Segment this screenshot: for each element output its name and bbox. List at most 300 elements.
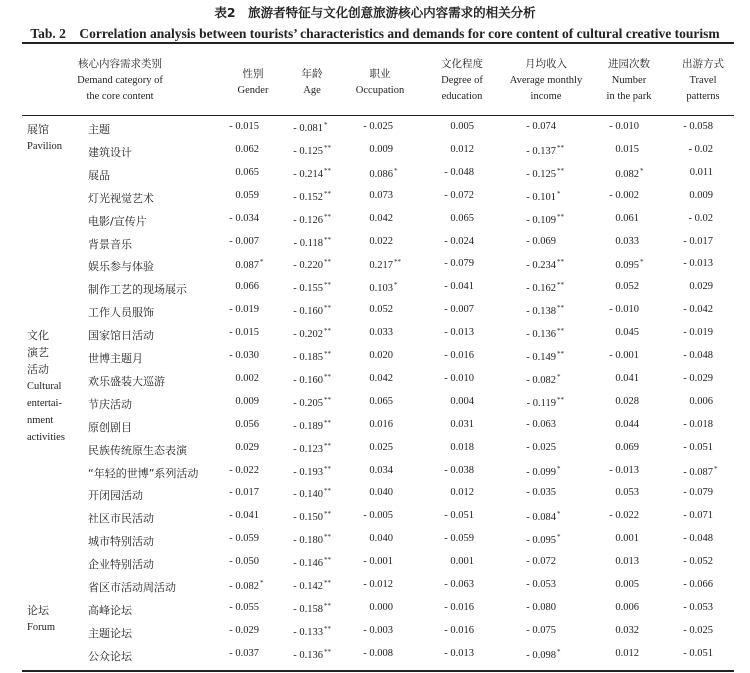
cell-value: - 0.140 — [293, 489, 323, 501]
table-cell — [293, 602, 334, 615]
cell-value: 0.025 — [369, 441, 393, 453]
cell-value: - 0.160 — [293, 374, 323, 386]
cell-value: 0.041 — [615, 372, 639, 384]
cell-value: 0.022 — [369, 235, 393, 247]
table-cell — [363, 121, 404, 132]
column-header-line: 出游方式 — [682, 58, 724, 70]
cell-value: - 0.109 — [526, 214, 556, 226]
cell-value: 0.002 — [235, 372, 259, 384]
cell-value: - 0.146 — [293, 558, 323, 570]
cell-value: - 0.013 — [683, 258, 713, 270]
cell-value: - 0.205 — [293, 397, 323, 409]
significance-mark: ** — [557, 395, 564, 404]
table-cell — [615, 327, 650, 338]
table-cell — [293, 144, 334, 157]
significance-mark: * — [557, 372, 561, 381]
table-cell — [450, 396, 485, 407]
significance-mark: ** — [324, 166, 331, 175]
cell-value: - 0.138 — [526, 306, 556, 318]
table-cell — [526, 602, 567, 613]
cell-value: - 0.098 — [526, 649, 556, 661]
cell-value: 0.000 — [369, 601, 393, 613]
cell-value: - 0.123 — [293, 443, 323, 455]
group-label-line: Cultural — [27, 381, 62, 393]
cell-value: - 0.015 — [229, 327, 259, 339]
cell-value: - 0.051 — [683, 441, 713, 453]
row-label: 主题论坛 — [88, 626, 132, 640]
cell-value: - 0.012 — [363, 579, 393, 590]
cell-value: - 0.008 — [363, 647, 393, 659]
cell-value: 0.020 — [369, 350, 393, 361]
row-label: 省区市活动周活动 — [88, 581, 176, 594]
table-cell — [683, 258, 724, 269]
cell-value: - 0.133 — [293, 626, 323, 638]
table-cell — [293, 190, 334, 203]
table-cell — [369, 350, 404, 361]
table-cell — [369, 602, 404, 613]
table-cell — [615, 533, 650, 544]
cell-value: - 0.048 — [444, 166, 474, 178]
table-cell — [229, 465, 270, 476]
table-cell — [293, 419, 334, 432]
cell-value: 0.011 — [689, 166, 713, 178]
table-cell — [235, 167, 270, 178]
column-header-line: 进园次数 — [608, 58, 650, 70]
group-label-line: Pavilion — [27, 141, 63, 152]
cell-value: - 0.084 — [526, 512, 556, 524]
column-header-line: Demand category of — [77, 74, 163, 86]
table-cell — [526, 213, 567, 226]
table-cell — [450, 442, 485, 453]
table-cell — [229, 579, 270, 592]
table-cell — [526, 350, 567, 363]
significance-mark: * — [260, 579, 264, 587]
cell-value: - 0.053 — [683, 601, 713, 613]
table-cell — [235, 144, 270, 155]
cell-value: - 0.053 — [526, 579, 556, 590]
column-header-line: 文化程度 — [441, 58, 483, 70]
cell-value: - 0.038 — [444, 464, 474, 476]
table-cell — [689, 396, 724, 407]
cell-value: - 0.075 — [526, 624, 556, 636]
column-header-6 — [594, 56, 664, 106]
table-cell — [683, 579, 724, 590]
cell-value: 0.042 — [369, 372, 393, 384]
cell-value: - 0.050 — [229, 556, 259, 568]
cell-value: 0.005 — [615, 579, 639, 590]
significance-mark: ** — [557, 212, 564, 221]
table-cell — [235, 442, 270, 453]
table-cell — [444, 510, 485, 521]
table-cell — [526, 236, 567, 247]
table-cell — [450, 556, 485, 567]
table-cell — [229, 556, 270, 567]
table-cell — [615, 258, 650, 271]
table-cell — [444, 350, 485, 361]
cell-value: - 0.029 — [229, 624, 259, 636]
significance-mark: ** — [394, 258, 401, 267]
cell-value: - 0.152 — [293, 191, 323, 203]
table-cell — [615, 373, 650, 384]
cell-value: - 0.042 — [683, 304, 713, 316]
cell-value: - 0.016 — [444, 601, 474, 613]
table-cell — [609, 510, 650, 521]
table-cell — [293, 579, 334, 592]
table-cell — [293, 304, 334, 317]
significance-mark: * — [557, 510, 561, 519]
group-label-line: entertai- — [27, 398, 62, 410]
cell-value: 0.082 — [615, 168, 639, 180]
row-label: 欢乐盛装大巡游 — [88, 374, 165, 388]
significance-mark: * — [394, 281, 398, 290]
cell-value: - 0.007 — [444, 304, 474, 316]
cell-value: - 0.180 — [293, 535, 323, 547]
cell-value: - 0.101 — [526, 191, 556, 203]
table-cell — [363, 625, 404, 636]
table-cell — [293, 167, 334, 180]
table-cell — [526, 510, 567, 523]
cell-value: 0.052 — [615, 281, 639, 293]
cell-value: 0.086 — [369, 168, 393, 180]
table-cell — [293, 327, 334, 340]
cell-value: - 0.051 — [444, 510, 474, 522]
group-label-line: 展馆 — [27, 123, 49, 136]
table-cell — [689, 213, 725, 224]
table-cell — [229, 304, 270, 315]
group-label — [27, 121, 62, 155]
significance-mark: ** — [324, 143, 331, 152]
table-cell — [450, 419, 485, 430]
cell-value: - 0.016 — [444, 350, 474, 361]
cell-value: - 0.010 — [609, 121, 639, 132]
cell-value: 0.031 — [450, 418, 474, 430]
cell-value: - 0.013 — [444, 647, 474, 659]
table-cell — [615, 396, 650, 407]
column-header-line: in the park — [606, 91, 652, 102]
table-cell — [683, 625, 724, 636]
group-label-line: 演艺 — [27, 346, 49, 360]
table-cell — [369, 213, 404, 224]
cell-value: 0.065 — [369, 395, 393, 407]
cell-value: 0.062 — [235, 143, 259, 155]
row-label: 工作人员服饰 — [88, 306, 154, 320]
row-label: 国家馆日活动 — [88, 329, 154, 343]
cell-value: 0.066 — [235, 281, 259, 293]
table-cell — [615, 419, 650, 430]
table-cell — [526, 167, 567, 180]
group-label — [27, 602, 55, 636]
significance-mark: ** — [324, 556, 331, 565]
table-cell — [683, 465, 724, 478]
cell-value: - 0.189 — [293, 420, 323, 432]
cell-value: - 0.019 — [683, 327, 713, 339]
row-label: 建筑设计 — [88, 145, 132, 159]
table-cell — [369, 281, 404, 294]
cell-value: 0.009 — [235, 395, 259, 407]
column-header-line: 月均收入 — [525, 58, 567, 70]
cell-value: - 0.149 — [526, 352, 556, 363]
table-cell — [229, 350, 270, 361]
row-label: 企业特别活动 — [88, 558, 154, 572]
column-header-line: income — [530, 91, 562, 102]
significance-mark: ** — [324, 281, 331, 290]
table-cell — [369, 190, 404, 201]
significance-mark: * — [557, 647, 561, 656]
table-cell — [450, 213, 485, 224]
cell-value: 0.073 — [369, 189, 393, 201]
table-cell — [369, 419, 404, 430]
cell-value: 0.033 — [369, 327, 393, 339]
row-label: 开闭园活动 — [88, 489, 143, 503]
table-cell — [450, 144, 485, 155]
significance-mark: ** — [324, 258, 331, 267]
cell-value: - 0.099 — [526, 466, 556, 478]
cell-value: - 0.072 — [444, 189, 474, 201]
cell-value: - 0.051 — [683, 647, 713, 659]
significance-mark: ** — [557, 143, 564, 152]
column-header-line: Gender — [237, 84, 269, 96]
column-header-line: 性别 — [242, 68, 264, 80]
table-cell — [293, 442, 334, 455]
significance-mark: ** — [324, 304, 331, 313]
table-title-en: Tab. 2 Correlation analysis between tourists’ characteristics and demands for core content of cultural creative tourism — [30, 26, 720, 41]
significance-mark: * — [557, 533, 561, 542]
table-cell — [609, 465, 650, 476]
significance-mark: ** — [324, 418, 331, 427]
table-cell — [369, 304, 404, 315]
table-cell — [526, 121, 567, 132]
table-cell — [444, 579, 485, 590]
cell-value: - 0.025 — [683, 624, 713, 636]
significance-mark: ** — [324, 647, 331, 656]
column-header-line: Average monthly — [509, 74, 583, 86]
table-cell — [527, 396, 567, 409]
column-header-1 — [222, 66, 284, 99]
cell-value: - 0.125 — [526, 168, 556, 180]
column-header-line: Occupation — [355, 84, 405, 96]
table-cell — [229, 327, 270, 338]
cell-value: 0.032 — [615, 624, 639, 636]
cell-value: 0.053 — [615, 487, 639, 499]
table-cell — [293, 213, 334, 226]
group-label-line: nment — [27, 415, 54, 427]
cell-value: - 0.150 — [293, 512, 323, 524]
table-cell — [526, 556, 567, 567]
row-label: 主题 — [88, 123, 110, 136]
column-header-line: 职业 — [369, 68, 391, 80]
cell-value: 0.001 — [450, 556, 474, 568]
cell-value: - 0.059 — [229, 533, 259, 545]
table-cell — [444, 236, 485, 247]
table-cell — [526, 327, 567, 340]
cell-value: - 0.017 — [683, 235, 713, 247]
table-cell — [293, 465, 334, 478]
cell-value: 0.052 — [369, 304, 393, 316]
significance-mark: * — [394, 166, 398, 175]
significance-mark: ** — [324, 441, 331, 450]
row-label: 制作工艺的现场展示 — [88, 283, 187, 297]
table-cell — [450, 487, 485, 498]
cell-value: - 0.013 — [444, 327, 474, 339]
cell-value: - 0.041 — [229, 510, 259, 522]
table-cell — [615, 442, 650, 453]
cell-value: - 0.087 — [683, 466, 713, 478]
table-cell — [229, 533, 270, 544]
group-label-line: 论坛 — [27, 603, 49, 617]
row-label: 展品 — [88, 168, 110, 182]
cell-value: - 0.214 — [293, 168, 323, 180]
cell-value: - 0.010 — [609, 304, 639, 316]
table-cell — [369, 167, 404, 180]
table-cell — [444, 258, 485, 269]
table-cell — [235, 281, 270, 292]
cell-value: 0.103 — [369, 283, 393, 295]
table-cell — [683, 533, 724, 544]
table-cell — [444, 304, 485, 315]
table-cell — [609, 350, 650, 361]
column-header-0 — [60, 56, 180, 106]
table-cell — [526, 648, 567, 661]
cell-value: - 0.041 — [444, 281, 474, 293]
bottom-rule — [22, 670, 734, 672]
table-title-cn: 表2 旅游者特征与文化创意旅游核心内容需求的相关分析 — [214, 5, 536, 20]
cell-value: - 0.063 — [444, 579, 474, 590]
cell-value: - 0.017 — [229, 487, 259, 499]
table-cell — [615, 281, 650, 292]
cell-value: - 0.016 — [444, 624, 474, 636]
table-cell — [526, 258, 567, 271]
significance-mark: ** — [324, 601, 331, 610]
column-header-7 — [668, 56, 738, 106]
table-cell — [363, 648, 404, 659]
cell-value: - 0.136 — [293, 649, 323, 661]
column-header-line: Degree of — [441, 74, 483, 86]
cell-value: 0.006 — [615, 601, 639, 613]
cell-value: 0.033 — [615, 235, 639, 247]
table-cell — [363, 579, 404, 590]
column-header-line: Travel — [689, 74, 717, 86]
significance-mark: ** — [324, 372, 331, 381]
cell-value: 0.095 — [615, 260, 639, 272]
significance-mark: ** — [557, 350, 564, 358]
cell-value: - 0.125 — [293, 145, 323, 157]
table-cell — [615, 213, 650, 224]
table-cell — [369, 396, 404, 407]
top-rule — [22, 42, 734, 44]
cell-value: 0.056 — [235, 418, 259, 430]
cell-value: - 0.034 — [229, 212, 259, 224]
cell-value: - 0.022 — [609, 510, 639, 522]
cell-value: - 0.118 — [293, 237, 323, 249]
cell-value: - 0.185 — [293, 352, 323, 363]
cell-value: - 0.055 — [229, 601, 259, 613]
cell-value: - 0.015 — [229, 121, 259, 132]
table-cell — [235, 258, 270, 271]
table-cell — [229, 510, 270, 521]
column-header-line: 年龄 — [301, 68, 323, 80]
table-cell — [363, 556, 404, 567]
column-header-line: education — [441, 91, 483, 102]
cell-value: - 0.158 — [293, 603, 323, 615]
significance-mark: * — [714, 464, 718, 473]
cell-value: - 0.202 — [293, 329, 323, 341]
table-cell — [526, 533, 567, 546]
column-header-line: 核心内容需求类别 — [78, 58, 162, 70]
cell-value: 0.042 — [369, 212, 393, 224]
significance-mark: * — [260, 258, 264, 267]
table-cell — [609, 304, 650, 315]
table-cell — [683, 442, 724, 453]
significance-mark: ** — [324, 189, 331, 198]
significance-mark: ** — [324, 487, 331, 496]
table-cell — [369, 373, 404, 384]
cell-value: 0.059 — [235, 189, 259, 201]
table-cell — [615, 167, 650, 180]
table-cell — [294, 236, 334, 249]
table-cell — [683, 373, 724, 384]
table-cell — [683, 419, 724, 430]
cell-value: - 0.119 — [526, 397, 556, 409]
cell-value: 0.034 — [369, 464, 393, 476]
cell-value: - 0.025 — [526, 441, 556, 453]
cell-value: - 0.126 — [293, 214, 323, 226]
cell-value: 0.012 — [615, 647, 639, 659]
cell-value: 0.028 — [615, 395, 639, 407]
table-cell — [683, 602, 724, 613]
cell-value: - 0.162 — [526, 283, 556, 295]
significance-mark: ** — [324, 464, 331, 473]
significance-mark: * — [557, 189, 561, 198]
cell-value: 0.001 — [615, 533, 639, 545]
column-header-2 — [284, 66, 340, 99]
cell-value: - 0.069 — [526, 235, 556, 247]
table-cell — [293, 258, 334, 271]
table-cell — [526, 625, 567, 636]
table-cell — [229, 236, 270, 247]
cell-value: - 0.080 — [526, 601, 556, 613]
table-cell — [689, 281, 724, 292]
cell-value: - 0.220 — [293, 260, 323, 272]
table-cell — [526, 304, 567, 317]
table-cell — [526, 487, 567, 498]
group-label-line: 文化 — [27, 329, 49, 343]
table-cell — [369, 327, 404, 338]
table-cell — [444, 533, 485, 544]
cell-value: 0.087 — [235, 260, 259, 272]
significance-mark: ** — [324, 395, 331, 404]
table-cell — [293, 625, 334, 638]
table-cell — [526, 190, 567, 203]
cell-value: - 0.137 — [526, 145, 556, 157]
table-cell — [444, 465, 485, 476]
cell-value: - 0.095 — [526, 535, 556, 547]
significance-mark: ** — [324, 510, 331, 519]
table-cell — [526, 373, 567, 386]
table-cell — [235, 396, 270, 407]
row-label: 节庆活动 — [88, 397, 132, 411]
cell-value: - 0.001 — [363, 556, 393, 568]
cell-value: 0.065 — [235, 166, 259, 178]
cell-value: 0.006 — [689, 395, 713, 407]
table-cell — [235, 419, 270, 430]
table-cell — [369, 258, 404, 271]
cell-value: - 0.072 — [526, 556, 556, 568]
row-label: 原创剧目 — [88, 420, 132, 434]
cell-value: - 0.003 — [363, 624, 393, 636]
cell-value: 0.029 — [235, 441, 259, 453]
cell-value: - 0.063 — [526, 418, 556, 430]
cell-value: 0.044 — [615, 418, 639, 430]
